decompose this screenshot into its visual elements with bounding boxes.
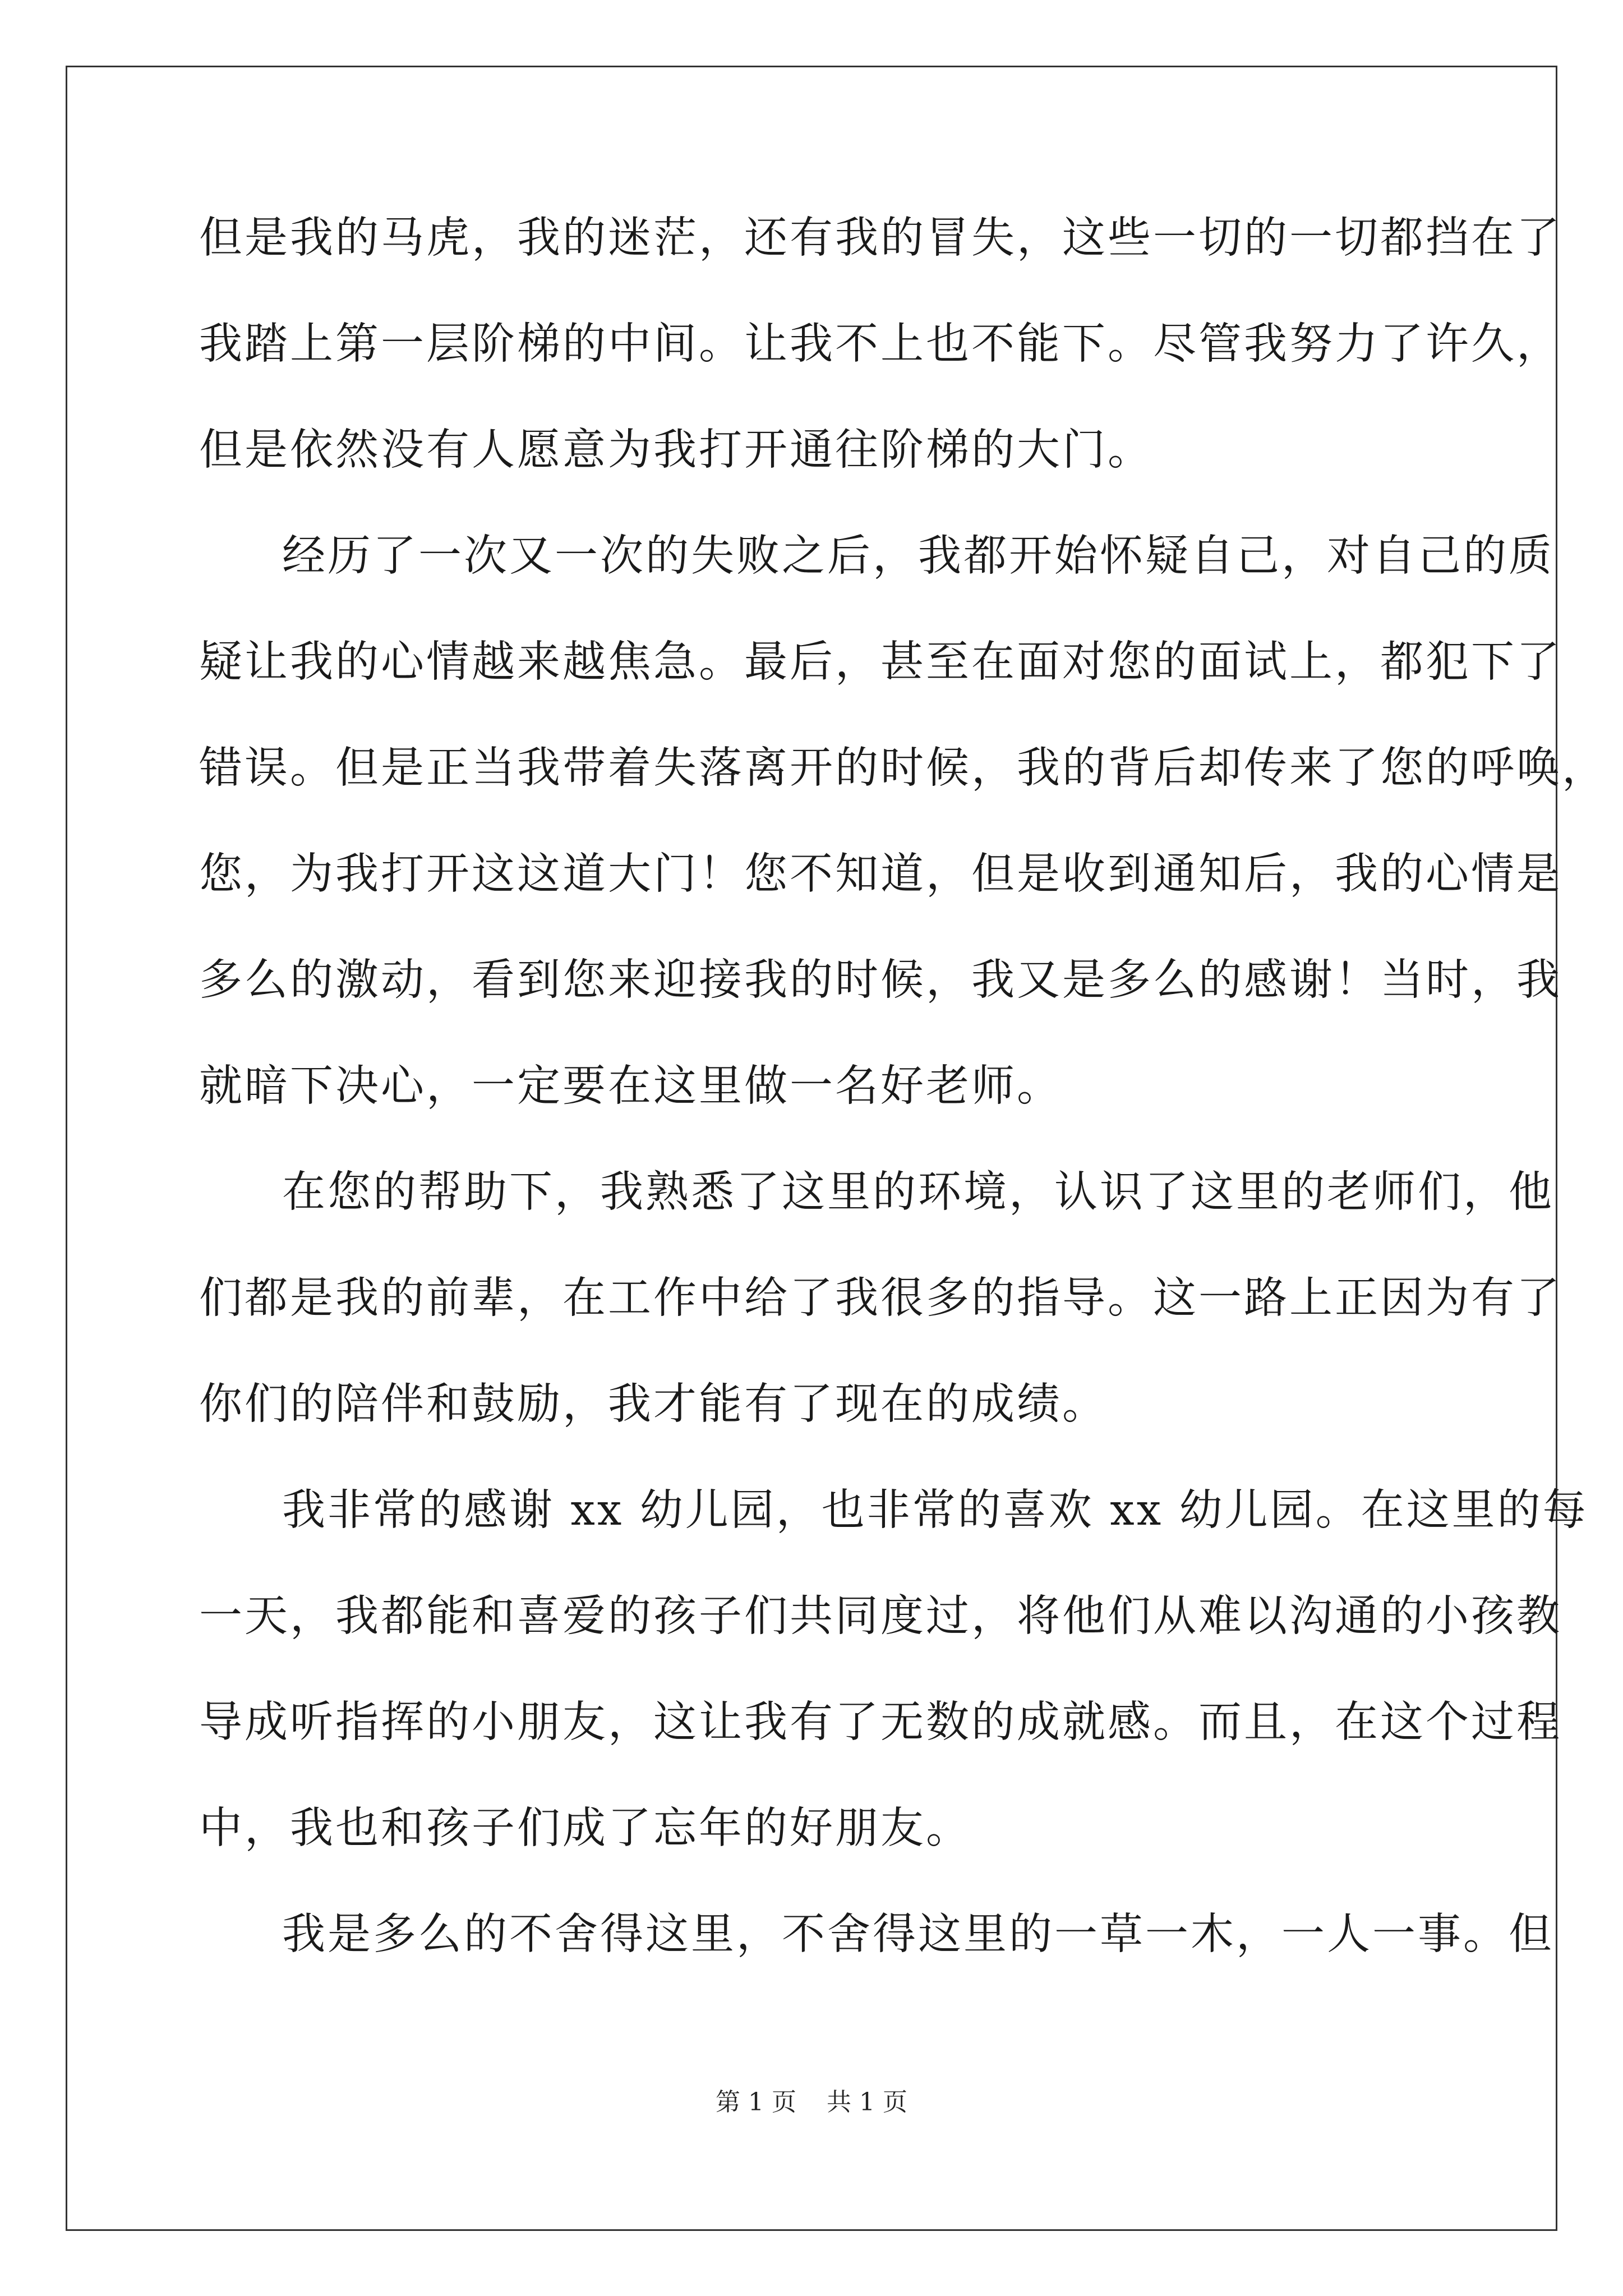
text-line: 您，为我打开这这道大门！您不知道，但是收到通知后，我的心情是: [199, 849, 1562, 899]
page-total: 共 1 页: [827, 2088, 907, 2116]
text-line: 我非常的感谢 xx 幼儿园，也非常的喜欢 xx 幼儿园。在这里的每: [282, 1485, 1588, 1535]
page-number: 第 1 页: [716, 2088, 796, 2116]
text-line: 你们的陪伴和鼓励，我才能有了现在的成绩。: [199, 1379, 1108, 1429]
text-line: 经历了一次又一次的失败之后，我都开始怀疑自己，对自己的质: [282, 531, 1554, 581]
text-line: 一天，我都能和喜爱的孩子们共同度过，将他们从难以沟通的小孩教: [199, 1591, 1562, 1641]
text-line: 我是多么的不舍得这里，不舍得这里的一草一木，一人一事。但: [282, 1910, 1554, 1959]
document-body: [199, 185, 1607, 1987]
text-line: 但是依然没有人愿意为我打开通往阶梯的大门。: [199, 425, 1153, 475]
text-line: 在您的帮助下，我熟悉了这里的环境，认识了这里的老师们，他: [282, 1167, 1554, 1217]
page-footer: [0, 2086, 1623, 2119]
text-line: 就暗下决心，一定要在这里做一名好老师。: [199, 1061, 1062, 1111]
text-line: 但是我的马虎，我的迷茫，还有我的冒失，这些一切的一切都挡在了: [199, 213, 1562, 263]
text-line: 中，我也和孩子们成了忘年的好朋友。: [199, 1803, 971, 1853]
text-line: 疑让我的心情越来越焦急。最后，甚至在面对您的面试上，都犯下了: [199, 637, 1562, 687]
text-line: 们都是我的前辈，在工作中给了我很多的指导。这一路上正因为有了: [199, 1273, 1562, 1323]
text-line: 我踏上第一层阶梯的中间。让我不上也不能下。尽管我努力了许久，: [199, 319, 1562, 369]
text-line: 多么的激动，看到您来迎接我的时候，我又是多么的感谢！当时，我: [199, 955, 1562, 1005]
text-line: 导成听指挥的小朋友，这让我有了无数的成就感。而且，在这个过程: [199, 1697, 1562, 1747]
text-line: 错误。但是正当我带着失落离开的时候，我的背后却传来了您的呼唤，: [199, 743, 1607, 793]
